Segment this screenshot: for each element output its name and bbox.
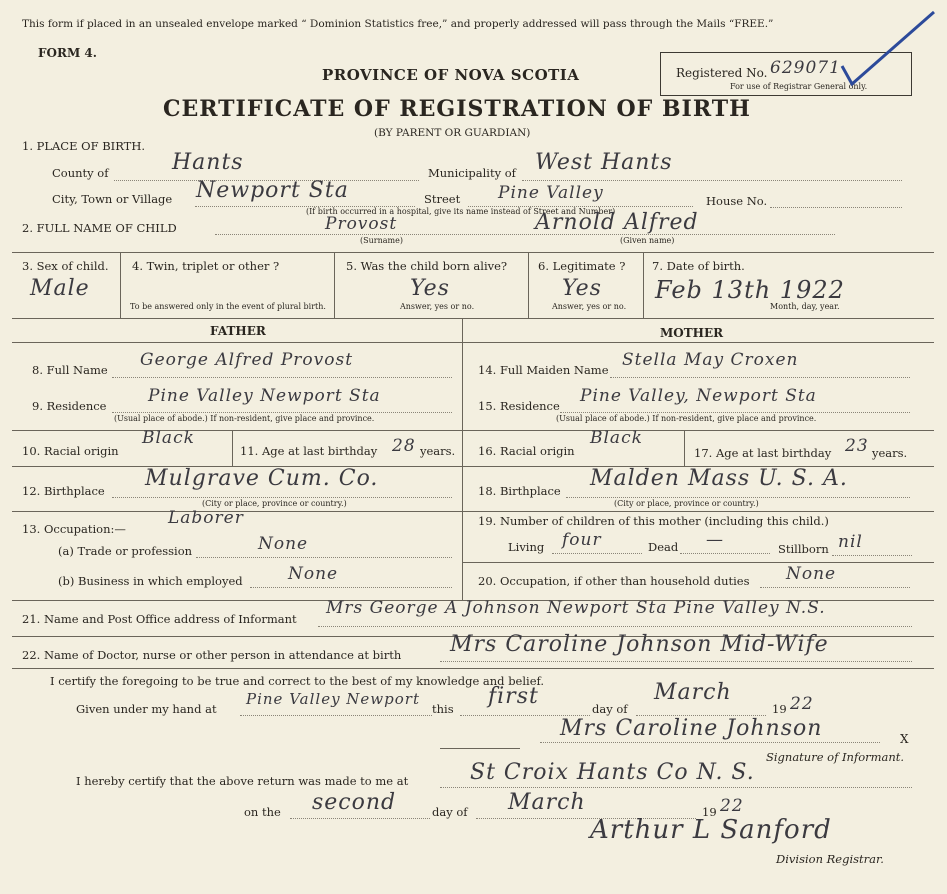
alive-note: Answer, yes or no. <box>400 302 475 311</box>
dob-note: Month, day, year. <box>770 302 840 311</box>
mother-children-label: 19. Number of children of this mother (including this child.) <box>478 514 829 528</box>
year-value: 22 <box>790 694 814 714</box>
mother-heading: MOTHER <box>660 326 724 340</box>
registrar-caption: Division Registrar. <box>776 852 884 866</box>
municipality-label: Municipality of <box>428 166 516 180</box>
child-name-heading: 2. FULL NAME OF CHILD <box>22 221 177 235</box>
informant-value: Mrs George A Johnson Newport Sta Pine Valley N.S. <box>326 598 826 618</box>
signature-caption: Signature of Informant. <box>766 750 905 764</box>
this-label: this <box>432 702 454 716</box>
dead-label: Dead <box>648 540 679 554</box>
registered-label: Registered No. <box>676 66 768 80</box>
father-heading: FATHER <box>210 324 266 338</box>
hospital-note: (If birth occurred in a hospital, give its name instead of Street and Number) <box>306 207 616 216</box>
registration-place: St Croix Hants Co N. S. <box>470 760 755 785</box>
county-value: Hants <box>172 150 244 175</box>
doctor-value: Mrs Caroline Johnson Mid-Wife <box>450 632 829 657</box>
stillborn-value: nil <box>838 532 863 552</box>
year-prefix: 19 <box>772 702 787 716</box>
living-value: four <box>562 530 602 550</box>
alive-value: Yes <box>410 276 450 301</box>
informant-label: 21. Name and Post Office address of Informant <box>22 612 297 626</box>
father-birthplace-note: (City or place, province or country.) <box>202 499 347 508</box>
mother-residence-note: (Usual place of abode.) If non-resident, give place and province. <box>556 414 817 423</box>
father-years-label: years. <box>420 444 456 458</box>
sex-value: Male <box>30 276 90 301</box>
city-label: City, Town or Village <box>52 192 173 206</box>
child-given-name: Arnold Alfred <box>535 210 699 235</box>
street-value: Pine Valley <box>498 183 604 203</box>
father-trade-value: None <box>258 534 309 554</box>
father-birthplace-value: Mulgrave Cum. Co. <box>145 466 379 491</box>
city-value: Newport Sta <box>196 178 349 203</box>
father-name-value: George Alfred Provost <box>140 350 354 370</box>
mother-residence-label: 15. Residence <box>478 399 560 413</box>
legitimate-note: Answer, yes or no. <box>552 302 627 311</box>
living-label: Living <box>508 540 545 554</box>
mother-years-label: years. <box>872 446 908 460</box>
certify-statement: I certify the foregoing to be true and correct to the best of my knowledge and belief. <box>50 674 545 688</box>
registrar-statement: I hereby certify that the above return was made to me at <box>76 774 409 788</box>
place-of-birth-heading: 1. PLACE OF BIRTH. <box>22 139 146 153</box>
alive-label: 5. Was the child born alive? <box>346 259 508 273</box>
registration-year: 22 <box>720 796 744 816</box>
given-under-label: Given under my hand at <box>76 702 217 716</box>
father-residence-value: Pine Valley Newport Sta <box>148 386 381 406</box>
checkmark-icon <box>830 8 940 88</box>
house-label: House No. <box>706 194 768 208</box>
registrar-signature: Arthur L Sanford <box>590 815 832 845</box>
mother-birthplace-note: (City or place, province or country.) <box>614 499 759 508</box>
mother-race-label: 16. Racial origin <box>478 444 575 458</box>
child-surname: Provost <box>325 214 398 234</box>
father-race-label: 10. Racial origin <box>22 444 119 458</box>
twin-note: To be answered only in the event of plural birth. <box>130 302 326 311</box>
father-trade-label: (a) Trade or profession <box>58 544 193 558</box>
reg-year-prefix: 19 <box>702 805 717 819</box>
father-race-value: Black <box>142 428 195 448</box>
day-of-label: day of <box>592 702 628 716</box>
x-mark: X <box>900 732 909 746</box>
on-the-label: on the <box>244 805 281 819</box>
month-value: March <box>654 680 732 705</box>
mother-race-value: Black <box>590 428 643 448</box>
postal-notice: This form if placed in an unsealed envelope marked “ Dominion Statistics free,” and properly addressed will pass through the Mails “FREE.” <box>22 18 774 30</box>
street-label: Street <box>424 192 461 206</box>
legitimate-value: Yes <box>562 276 602 301</box>
province-heading: PROVINCE OF NOVA SCOTIA <box>322 66 580 84</box>
form-number: FORM 4. <box>38 46 97 60</box>
mother-birthplace-value: Malden Mass U. S. A. <box>590 466 848 491</box>
municipality-value: West Hants <box>535 150 673 175</box>
mother-name-value: Stella May Croxen <box>622 350 799 370</box>
mother-name-label: 14. Full Maiden Name <box>478 363 609 377</box>
sex-label: 3. Sex of child. <box>22 259 109 273</box>
father-residence-note: (Usual place of abode.) If non-resident, give place and province. <box>114 414 375 423</box>
registration-day: second <box>312 790 397 815</box>
father-name-label: 8. Full Name <box>32 363 108 377</box>
informant-signature: Mrs Caroline Johnson <box>560 716 823 741</box>
mother-birthplace-label: 18. Birthplace <box>478 484 561 498</box>
mother-residence-value: Pine Valley, Newport Sta <box>580 386 817 406</box>
doctor-label: 22. Name of Doctor, nurse or other person in attendance at birth <box>22 648 402 662</box>
certificate-subtitle: (BY PARENT OR GUARDIAN) <box>374 127 531 139</box>
registered-number: 629071 <box>770 58 841 78</box>
certificate-title: CERTIFICATE OF REGISTRATION OF BIRTH <box>163 96 751 122</box>
mother-occupation-label: 20. Occupation, if other than household duties <box>478 574 750 588</box>
day-value: first <box>488 684 539 709</box>
stillborn-label: Stillborn <box>778 542 829 556</box>
father-occupation-label: 13. Occupation:— <box>22 522 126 536</box>
twin-label: 4. Twin, triplet or other ? <box>132 259 280 273</box>
mother-age-label: 17. Age at last birthday <box>694 446 832 460</box>
given-at-value: Pine Valley Newport <box>246 690 420 708</box>
father-age-label: 11. Age at last birthday <box>240 444 378 458</box>
dead-value: — <box>706 530 724 550</box>
registration-month: March <box>508 790 586 815</box>
father-occupation-value: Laborer <box>168 508 244 528</box>
dob-value: Feb 13th 1922 <box>655 276 845 304</box>
father-birthplace-label: 12. Birthplace <box>22 484 105 498</box>
father-age-value: 28 <box>392 436 416 456</box>
legitimate-label: 6. Legitimate ? <box>538 259 626 273</box>
father-business-label: (b) Business in which employed <box>58 574 243 588</box>
given-caption: (Given name) <box>620 236 675 245</box>
mother-occupation-value: None <box>786 564 837 584</box>
surname-caption: (Surname) <box>360 236 403 245</box>
mother-age-value: 23 <box>845 436 869 456</box>
reg-day-of-label: day of <box>432 805 468 819</box>
registrar-note: For use of Registrar General only. <box>730 82 868 91</box>
dob-label: 7. Date of birth. <box>652 259 745 273</box>
county-label: County of <box>52 166 109 180</box>
father-business-value: None <box>288 564 339 584</box>
father-residence-label: 9. Residence <box>32 399 107 413</box>
